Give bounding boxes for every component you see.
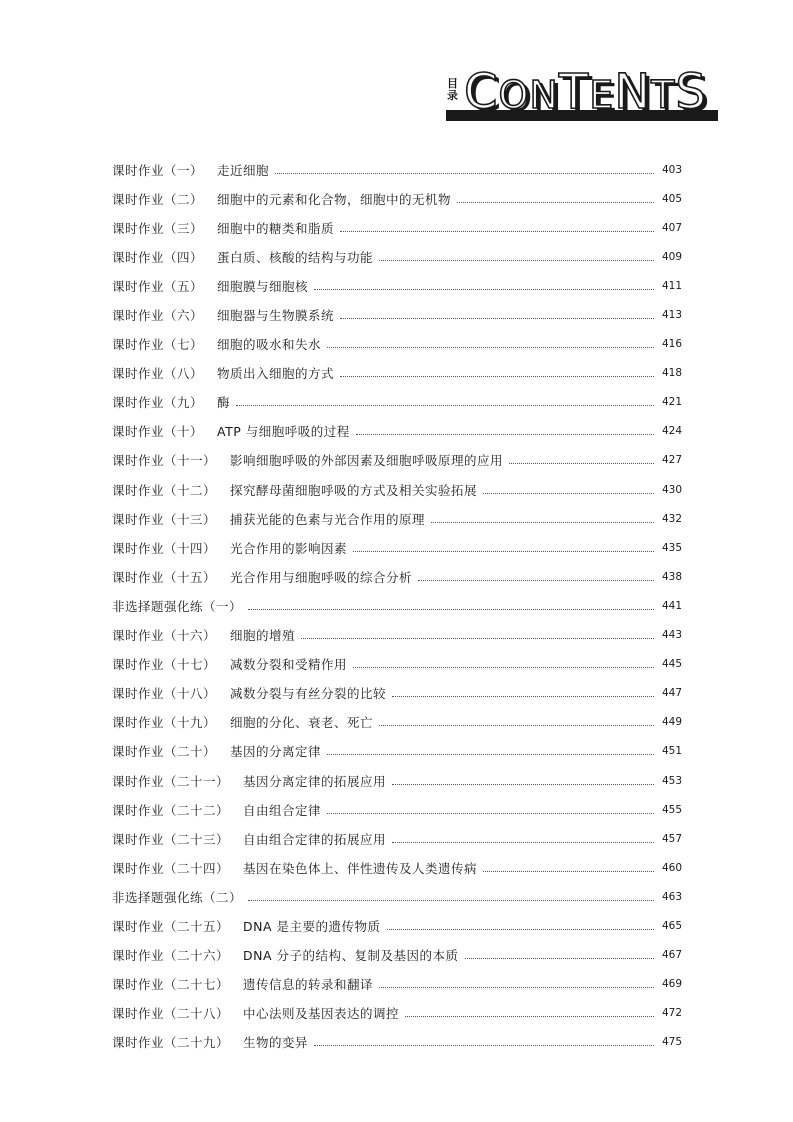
toc-entry-page-number: 424 (661, 425, 682, 438)
logo-letter: N (614, 64, 652, 120)
toc-entry-label: 课时作业（二十二） (112, 802, 230, 818)
toc-entry-label: 课时作业（二十一） (112, 773, 230, 789)
dot-leader (392, 841, 654, 843)
toc-entry[interactable] (112, 824, 682, 853)
toc-entry-label: 课时作业（十） (112, 424, 204, 440)
toc-entry-page-number: 463 (661, 890, 682, 903)
toc-entry-title: ATP 与细胞呼吸的过程 (217, 424, 350, 440)
toc-entry-title: 基因在染色体上、伴性遗传及人类遗传病 (243, 860, 478, 876)
toc-entry[interactable] (112, 882, 682, 911)
toc-entry-title: 探究酵母菌细胞呼吸的方式及相关实验拓展 (230, 482, 478, 498)
dot-leader (353, 666, 654, 668)
toc-entry[interactable] (112, 300, 682, 329)
toc-entry-title: DNA 分子的结构、复制及基因的本质 (243, 948, 459, 964)
dot-leader (379, 986, 654, 988)
toc-entry-label: 课时作业（十一） (112, 453, 217, 469)
toc-entry-page-number: 457 (661, 832, 682, 845)
table-of-contents (112, 155, 682, 1057)
toc-entry-title: 减数分裂与有丝分裂的比较 (230, 686, 387, 702)
dot-leader (340, 375, 654, 377)
toc-entry-title: 生物的变异 (243, 1035, 309, 1051)
toc-entry[interactable] (112, 242, 682, 271)
toc-entry-label: 课时作业（十九） (112, 715, 217, 731)
logo-letter: T (558, 64, 590, 120)
toc-entry[interactable] (112, 533, 682, 562)
toc-entry-page-number: 413 (661, 309, 682, 322)
toc-entry-title: 减数分裂和受精作用 (230, 657, 348, 673)
toc-entry-page-number: 455 (661, 803, 682, 816)
toc-entry-label: 课时作业（十七） (112, 657, 217, 673)
toc-entry[interactable] (112, 766, 682, 795)
dot-leader (379, 259, 654, 261)
toc-entry-page-number: 451 (661, 745, 682, 758)
toc-entry-page-number: 443 (661, 629, 682, 642)
toc-entry-title: 细胞的分化、衰老、死亡 (230, 715, 374, 731)
logo-char-2: 录 (447, 89, 458, 102)
toc-entry[interactable] (112, 650, 682, 679)
toc-entry-label: 课时作业（十二） (112, 482, 217, 498)
toc-entry[interactable] (112, 184, 682, 213)
toc-entry-label: 课时作业（二十九） (112, 1035, 230, 1051)
toc-entry-page-number: 467 (661, 949, 682, 962)
toc-entry-title: 自由组合定律的拓展应用 (243, 831, 387, 847)
toc-entry-page-number: 438 (661, 570, 682, 583)
contents-logo (446, 64, 718, 122)
toc-entry-title: 走近细胞 (217, 162, 270, 178)
dot-leader (392, 783, 654, 785)
toc-entry-page-number: 403 (661, 163, 682, 176)
toc-entry-title: 中心法则及基因表达的调控 (243, 1006, 400, 1022)
toc-entry-title: 物质出入细胞的方式 (217, 366, 335, 382)
toc-entry-label: 课时作业（二十） (112, 744, 217, 760)
toc-entry-label: 课时作业（十三） (112, 511, 217, 527)
toc-entry-page-number: 421 (661, 396, 682, 409)
toc-entry-page-number: 416 (661, 338, 682, 351)
dot-leader (340, 317, 654, 319)
toc-entry-label: 课时作业（十六） (112, 628, 217, 644)
toc-entry-label: 课时作业（十八） (112, 686, 217, 702)
toc-entry-title: 光合作用与细胞呼吸的综合分析 (230, 569, 413, 585)
dot-leader (314, 1044, 654, 1046)
toc-entry[interactable] (112, 795, 682, 824)
toc-entry-label: 课时作业（二十七） (112, 977, 230, 993)
toc-entry[interactable] (112, 1028, 682, 1057)
toc-entry[interactable] (112, 388, 682, 417)
toc-entry-page-number: 435 (661, 541, 682, 554)
toc-entry-label: 课时作业（十四） (112, 540, 217, 556)
dot-leader (248, 899, 654, 901)
toc-entry[interactable] (112, 213, 682, 242)
logo-letter: S (675, 64, 707, 120)
toc-entry[interactable] (112, 155, 682, 184)
toc-entry[interactable] (112, 359, 682, 388)
toc-entry-label: 课时作业（五） (112, 278, 204, 294)
logo-letter: E (589, 73, 615, 117)
dot-leader (483, 492, 654, 494)
toc-entry[interactable] (112, 708, 682, 737)
toc-entry-label: 课时作业（八） (112, 366, 204, 382)
toc-entry-page-number: 432 (661, 512, 682, 525)
toc-entry-page-number: 447 (661, 687, 682, 700)
dot-leader (356, 433, 654, 435)
dot-leader (431, 521, 654, 523)
toc-entry[interactable] (112, 504, 682, 533)
toc-entry-label: 课时作业（二十八） (112, 1006, 230, 1022)
toc-entry[interactable] (112, 737, 682, 766)
toc-entry-title: 光合作用的影响因素 (230, 540, 348, 556)
toc-entry[interactable] (112, 911, 682, 940)
toc-entry-label: 课时作业（十五） (112, 569, 217, 585)
logo-letter: ON (498, 73, 559, 117)
toc-entry[interactable] (112, 970, 682, 999)
dot-leader (483, 870, 654, 872)
toc-entry[interactable] (112, 475, 682, 504)
toc-entry[interactable] (112, 330, 682, 359)
toc-entry-page-number: 472 (661, 1007, 682, 1020)
dot-leader (275, 172, 654, 174)
toc-entry-page-number: 465 (661, 919, 682, 932)
dot-leader (418, 579, 654, 581)
toc-entry-page-number: 441 (661, 599, 682, 612)
toc-entry-label: 课时作业（九） (112, 395, 204, 411)
toc-entry-label: 课时作业（一） (112, 162, 204, 178)
toc-entry-title: 细胞膜与细胞核 (217, 278, 309, 294)
toc-entry-title: 细胞的增殖 (230, 628, 296, 644)
dot-leader (327, 812, 654, 814)
toc-entry[interactable] (112, 679, 682, 708)
toc-entry-page-number: 449 (661, 716, 682, 729)
toc-entry-title: 细胞中的糖类和脂质 (217, 220, 335, 236)
toc-entry-label: 课时作业（二十五） (112, 918, 230, 934)
dot-leader (465, 957, 654, 959)
toc-entry-title: 基因分离定律的拓展应用 (243, 773, 387, 789)
toc-entry-page-number: 427 (661, 454, 682, 467)
toc-entry-label: 课时作业（七） (112, 337, 204, 353)
dot-leader (509, 462, 654, 464)
logo-wordmark (464, 64, 707, 123)
toc-entry-label: 课时作业（二十三） (112, 831, 230, 847)
toc-entry-label: 非选择题强化练（二） (112, 889, 243, 905)
dot-leader (327, 346, 654, 348)
toc-entry-label: 非选择题强化练（一） (112, 598, 243, 614)
dot-leader (457, 201, 654, 203)
toc-entry-title: 遗传信息的转录和翻译 (243, 977, 374, 993)
toc-entry[interactable] (112, 621, 682, 650)
toc-entry[interactable] (112, 417, 682, 446)
toc-entry-title: 影响细胞呼吸的外部因素及细胞呼吸原理的应用 (230, 453, 504, 469)
toc-entry-title: 细胞器与生物膜系统 (217, 308, 335, 324)
toc-entry-title: 细胞中的元素和化合物，细胞中的无机物 (217, 191, 452, 207)
toc-entry-page-number: 445 (661, 658, 682, 671)
logo-letter: T (651, 73, 676, 117)
toc-entry-title: 基因的分离定律 (230, 744, 322, 760)
toc-entry-title: DNA 是主要的遗传物质 (243, 918, 381, 934)
dot-leader (340, 230, 654, 232)
dot-leader (392, 695, 654, 697)
toc-entry-label: 课时作业（二十四） (112, 860, 230, 876)
toc-entry-page-number: 430 (661, 483, 682, 496)
toc-entry-label: 课时作业（三） (112, 220, 204, 236)
toc-entry[interactable] (112, 562, 682, 591)
dot-leader (314, 288, 654, 290)
dot-leader (353, 550, 654, 552)
toc-entry-page-number: 469 (661, 978, 682, 991)
toc-entry-label: 课时作业（六） (112, 308, 204, 324)
dot-leader (327, 753, 654, 755)
toc-entry-title: 蛋白质、核酸的结构与功能 (217, 249, 374, 265)
toc-entry-page-number: 475 (661, 1036, 682, 1049)
toc-entry-title: 捕获光能的色素与光合作用的原理 (230, 511, 426, 527)
dot-leader (379, 724, 654, 726)
logo-chinese-mark (446, 78, 459, 102)
toc-entry[interactable] (112, 999, 682, 1028)
toc-entry-label: 课时作业（四） (112, 249, 204, 265)
toc-entry[interactable] (112, 446, 682, 475)
dot-leader (387, 928, 654, 930)
toc-entry[interactable] (112, 853, 682, 882)
toc-entry-title: 细胞的吸水和失水 (217, 337, 322, 353)
toc-entry-page-number: 418 (661, 367, 682, 380)
toc-entry-label: 课时作业（二） (112, 191, 204, 207)
toc-entry-page-number: 453 (661, 774, 682, 787)
toc-entry-page-number: 460 (661, 861, 682, 874)
toc-entry-label: 课时作业（二十六） (112, 948, 230, 964)
logo-char-1: 目 (447, 77, 458, 90)
toc-entry-page-number: 407 (661, 221, 682, 234)
dot-leader (236, 404, 654, 406)
toc-entry[interactable] (112, 941, 682, 970)
dot-leader (405, 1015, 654, 1017)
toc-entry[interactable] (112, 271, 682, 300)
dot-leader (248, 608, 654, 610)
toc-entry-page-number: 411 (661, 279, 682, 292)
toc-entry-title: 酶 (217, 395, 231, 411)
dot-leader (301, 637, 654, 639)
toc-entry[interactable] (112, 591, 682, 620)
logo-letter: C (464, 64, 499, 120)
toc-entry-title: 自由组合定律 (243, 802, 322, 818)
toc-entry-page-number: 405 (661, 192, 682, 205)
toc-entry-page-number: 409 (661, 250, 682, 263)
